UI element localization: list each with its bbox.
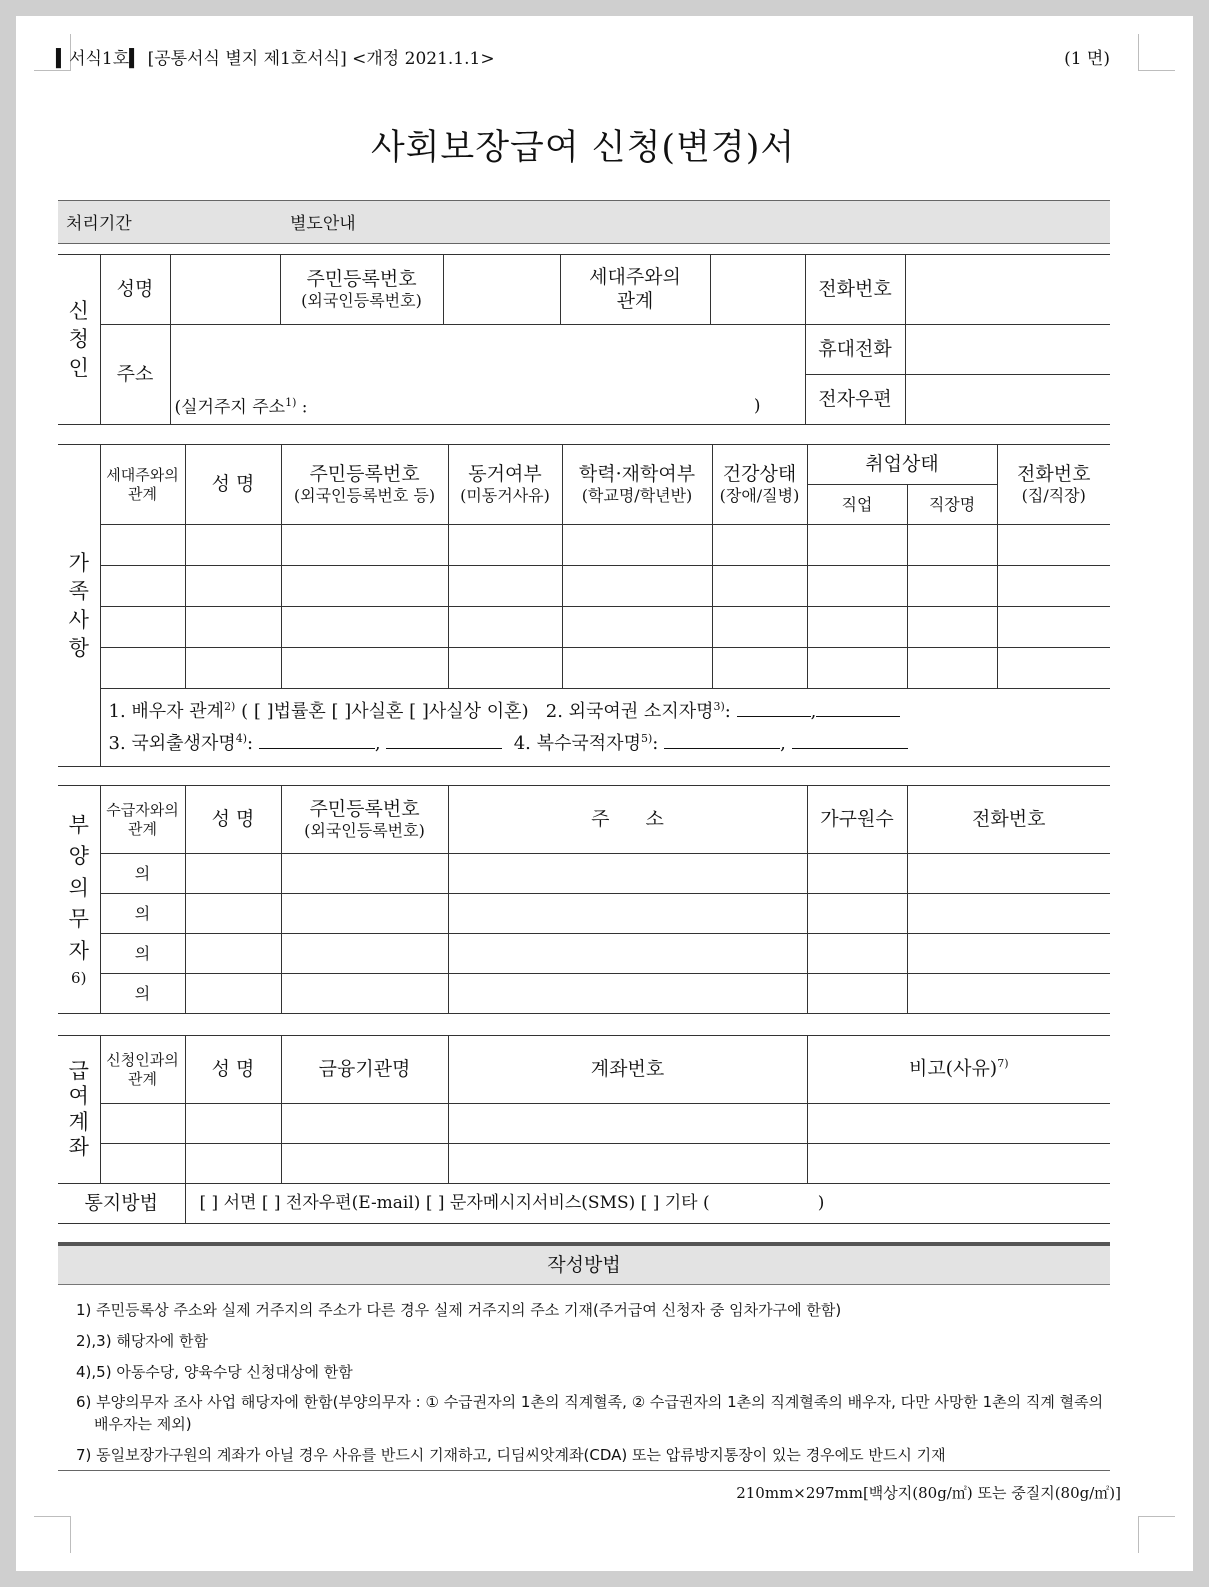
dual-nationality-label: 4. 복수국적자명 <box>513 732 641 754</box>
col-rrn: 주민등록번호 (외국인등록번호 등) <box>281 445 448 525</box>
col-name: 성 명 <box>185 1036 281 1104</box>
account-cell[interactable] <box>807 1104 1110 1144</box>
benefit-account-table <box>58 1035 1110 1224</box>
family-notes: 1. 배우자 관계$^{2)}$ ( [ ]법률혼 [ ]사실혼 [ ]사실상 이혼) 2. 외국여권 소지자명$^{3)}$: , 3. 국외출생자명$^{4)}$: , 4. 복수국적자명$^{5)}$: , <box>100 689 1110 767</box>
family-cell[interactable] <box>807 607 907 648</box>
processing-value: 별도안내 <box>290 214 356 234</box>
support-cell[interactable] <box>907 934 1110 974</box>
applicant-section-label: 신 청 인 <box>58 255 100 425</box>
address-field[interactable]: (실거주지 주소$^{1)}$ : ) <box>170 325 805 425</box>
col-relation: 수급자와의 관계 <box>100 786 185 854</box>
form-id: ▍서식1호▍ [공통서식 별지 제1호서식] <개정 2021.1.1> <box>56 49 495 69</box>
spouse-relation-options[interactable]: ( [ ]법률혼 [ ]사실혼 [ ]사실상 이혼) <box>241 701 529 722</box>
processing-period-row <box>58 200 1110 244</box>
family-cell[interactable] <box>100 566 185 607</box>
blank-field[interactable] <box>259 732 375 749</box>
family-cell[interactable] <box>712 607 807 648</box>
crop-mark <box>1138 34 1175 71</box>
crop-mark <box>34 1516 71 1553</box>
support-cell[interactable] <box>448 854 807 894</box>
family-cell[interactable] <box>712 648 807 689</box>
phone-label: 전화번호 <box>805 255 905 325</box>
blank-field[interactable] <box>816 700 900 717</box>
col-job-place: 직장명 <box>907 485 997 525</box>
family-cell[interactable] <box>712 525 807 566</box>
col-cohabit: 동거여부 (미동거사유) <box>448 445 562 525</box>
col-employment: 취업상태 <box>807 445 997 485</box>
family-cell[interactable] <box>997 566 1110 607</box>
blank-field[interactable] <box>792 732 908 749</box>
instructions-section <box>58 1242 1110 1476</box>
account-cell[interactable] <box>807 1144 1110 1184</box>
support-cell[interactable] <box>807 934 907 974</box>
account-cell[interactable] <box>185 1144 281 1184</box>
instruction-item: 4),5) 아동수당, 양육수당 신청대상에 한함 <box>76 1362 353 1381</box>
support-cell[interactable] <box>907 854 1110 894</box>
relation-suffix: 의 <box>100 974 185 1014</box>
support-obligor-table <box>58 785 1110 1014</box>
family-cell[interactable] <box>281 566 448 607</box>
support-cell[interactable] <box>185 974 281 1014</box>
phone-field[interactable] <box>905 255 1110 325</box>
family-cell[interactable] <box>907 566 997 607</box>
family-cell[interactable] <box>562 525 712 566</box>
support-cell[interactable] <box>448 974 807 1014</box>
support-section-label: 부 양 의 무 자 6) <box>58 786 100 1014</box>
support-cell[interactable] <box>185 854 281 894</box>
support-cell[interactable] <box>185 894 281 934</box>
family-cell[interactable] <box>997 648 1110 689</box>
foreign-passport-label: 2. 외국여권 소지자명 <box>545 701 714 722</box>
instructions-title: 작성방법 <box>58 1246 1110 1285</box>
support-cell[interactable] <box>907 894 1110 934</box>
family-cell[interactable] <box>185 607 281 648</box>
paper-spec: 210mm×297mm[백상지(80g/㎡) 또는 중질지(80g/㎡)] <box>736 1484 1121 1502</box>
col-relation: 세대주와의 관계 <box>100 445 185 525</box>
family-cell[interactable] <box>448 525 562 566</box>
family-cell[interactable] <box>185 566 281 607</box>
support-cell[interactable] <box>807 854 907 894</box>
relation-suffix: 의 <box>100 894 185 934</box>
support-cell[interactable] <box>281 854 448 894</box>
family-cell[interactable] <box>807 525 907 566</box>
col-bank: 금융기관명 <box>281 1036 448 1104</box>
spouse-relation-label: 1. 배우자 관계 <box>108 701 225 722</box>
overseas-birth-label: 3. 국외출생자명 <box>108 732 236 754</box>
support-cell[interactable] <box>281 974 448 1014</box>
notify-label: 통지방법 <box>58 1184 185 1224</box>
family-cell[interactable] <box>562 607 712 648</box>
blank-field[interactable] <box>737 700 811 717</box>
page-number: (1 면) <box>1064 49 1110 69</box>
col-note: 비고(사유)$^{7)}$ <box>807 1036 1110 1104</box>
processing-label: 처리기간 <box>66 214 132 234</box>
col-education: 학력·재학여부 (학교명/학년반) <box>562 445 712 525</box>
col-name: 성 명 <box>185 445 281 525</box>
account-cell[interactable] <box>281 1144 448 1184</box>
blank-field[interactable] <box>386 732 502 749</box>
instruction-item: 7) 동일보장가구원의 계좌가 아닐 경우 사유를 반드시 기재하고, 디딤씨앗계좌(CDA) 또는 압류방지통장이 있는 경우에도 반드시 기재 <box>76 1445 946 1464</box>
email-field[interactable] <box>905 375 1110 425</box>
family-cell[interactable] <box>185 525 281 566</box>
family-cell[interactable] <box>562 566 712 607</box>
relation-suffix: 의 <box>100 934 185 974</box>
col-account-number: 계좌번호 <box>448 1036 807 1104</box>
family-cell[interactable] <box>807 648 907 689</box>
col-address: 주 소 <box>448 786 807 854</box>
mobile-field[interactable] <box>905 325 1110 375</box>
support-cell[interactable] <box>807 974 907 1014</box>
family-cell[interactable] <box>100 648 185 689</box>
applicant-table <box>58 254 1110 425</box>
family-table <box>58 444 1110 767</box>
email-label: 전자우편 <box>805 375 905 425</box>
support-cell[interactable] <box>448 894 807 934</box>
family-cell[interactable] <box>281 525 448 566</box>
address-label: 주소 <box>100 325 170 425</box>
notify-options[interactable]: [ ] 서면 [ ] 전자우편(E-mail) [ ] 문자메시지서비스(SMS) [ ] 기타 ( ) <box>185 1184 1110 1224</box>
family-cell[interactable] <box>100 607 185 648</box>
relation-suffix: 의 <box>100 854 185 894</box>
crop-mark <box>1138 1516 1175 1553</box>
family-cell[interactable] <box>281 648 448 689</box>
col-relation: 신청인과의 관계 <box>100 1036 185 1104</box>
family-cell[interactable] <box>712 566 807 607</box>
col-phone: 전화번호 (집/직장) <box>997 445 1110 525</box>
col-phone: 전화번호 <box>907 786 1110 854</box>
family-cell[interactable] <box>807 566 907 607</box>
support-cell[interactable] <box>185 934 281 974</box>
instruction-item: 6) 부양의무자 조사 사업 해당자에 한함(부양의무자 : ① 수급권자의 1촌의 직계혈족, ② 수급권자의 1촌의 직계혈족의 배우자, 다만 사망한 1촌의 직계 혈족의 배우자는 제외) <box>76 1393 1104 1433</box>
page-title: 사회보장급여 신청(변경)서 <box>370 128 796 168</box>
name-field[interactable] <box>170 255 280 325</box>
instructions-list <box>58 1285 1110 1467</box>
family-cell[interactable] <box>185 648 281 689</box>
support-cell[interactable] <box>281 894 448 934</box>
family-cell[interactable] <box>907 648 997 689</box>
family-cell[interactable] <box>281 607 448 648</box>
col-job-type: 직업 <box>807 485 907 525</box>
support-cell[interactable] <box>448 934 807 974</box>
account-cell[interactable] <box>448 1144 807 1184</box>
support-cell[interactable] <box>281 934 448 974</box>
col-name: 성 명 <box>185 786 281 854</box>
col-health: 건강상태 (장애/질병) <box>712 445 807 525</box>
family-cell[interactable] <box>448 566 562 607</box>
col-rrn: 주민등록번호 (외국인등록번호) <box>281 786 448 854</box>
family-cell[interactable] <box>448 648 562 689</box>
family-cell[interactable] <box>448 607 562 648</box>
support-cell[interactable] <box>807 894 907 934</box>
account-section-label: 급 여 계 좌 <box>58 1036 100 1184</box>
family-cell[interactable] <box>562 648 712 689</box>
account-cell[interactable] <box>100 1144 185 1184</box>
support-cell[interactable] <box>907 974 1110 1014</box>
divider <box>58 1470 1110 1471</box>
name-label: 성명 <box>100 255 170 325</box>
family-cell[interactable] <box>100 525 185 566</box>
instruction-item: 2),3) 해당자에 한함 <box>76 1331 209 1350</box>
account-cell[interactable] <box>281 1104 448 1144</box>
family-cell[interactable] <box>997 607 1110 648</box>
account-cell[interactable] <box>185 1104 281 1144</box>
family-section-label: 가 족 사 항 <box>58 445 100 767</box>
instruction-item: 1) 주민등록상 주소와 실제 거주지의 주소가 다른 경우 실제 거주지의 주소 기재(주거급여 신청자 중 임차가구에 한함) <box>76 1301 842 1319</box>
mobile-label: 휴대전화 <box>805 325 905 375</box>
account-cell[interactable] <box>100 1104 185 1144</box>
family-cell[interactable] <box>997 525 1110 566</box>
family-cell[interactable] <box>907 607 997 648</box>
relation-label: 세대주와의 관계 <box>560 255 710 325</box>
account-cell[interactable] <box>448 1104 807 1144</box>
rrn-label: 주민등록번호 (외국인등록번호) <box>280 255 443 325</box>
relation-field[interactable] <box>710 255 805 325</box>
blank-field[interactable] <box>664 732 780 749</box>
rrn-field[interactable] <box>443 255 560 325</box>
col-household: 가구원수 <box>807 786 907 854</box>
family-cell[interactable] <box>907 525 997 566</box>
